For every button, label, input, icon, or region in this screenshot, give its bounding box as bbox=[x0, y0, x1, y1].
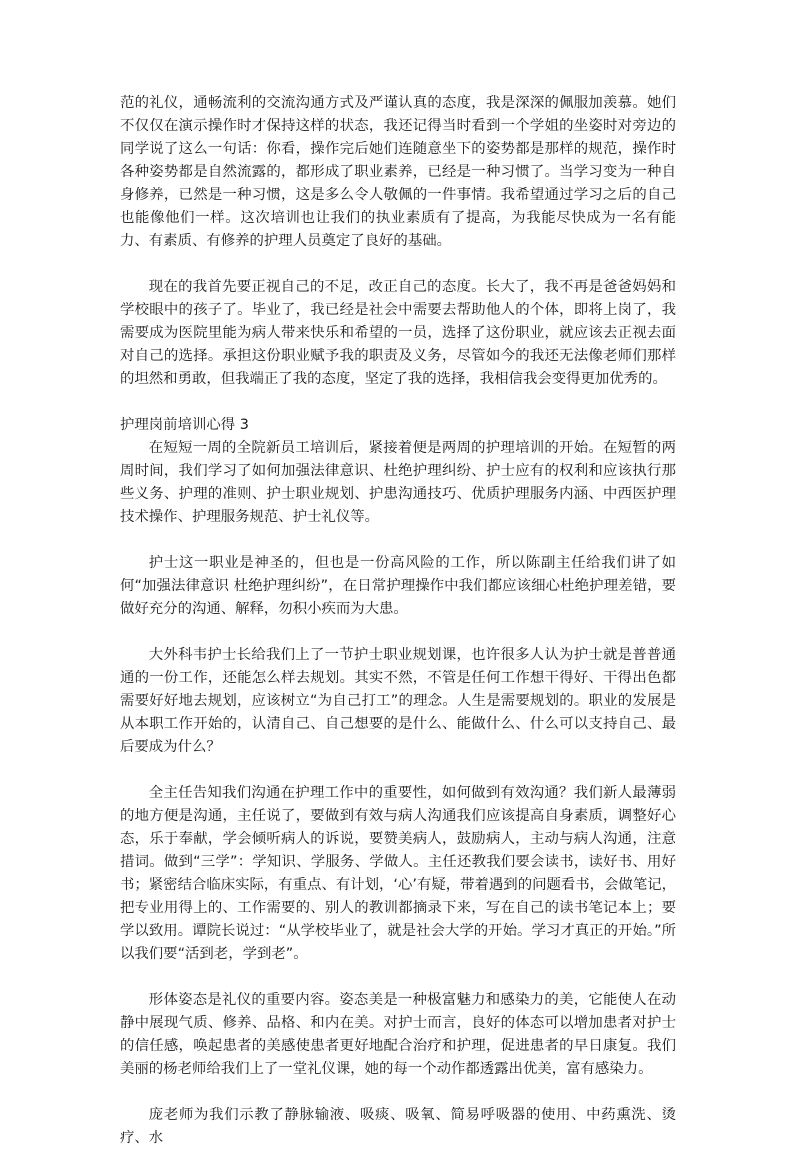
paragraph-etiquette: 形体姿态是礼仪的重要内容。姿态美是一种极富魅力和感染力的美，它能使人在动静中展现气质、修养、品格、和内在美。对护士而言，良好的体态可以增加患者对护士的信任感，唤起患者的美感使患者更好地配合治疗和护理，促进患者的早日康复。我们美丽的杨老师给我们上了一堂礼仪课，她的每一个动作都透露出优美，富有感染力。 bbox=[120, 992, 676, 1077]
paragraph-career-planning: 大外科韦护士长给我们上了一节护士职业规划课，也许很多人认为护士就是普普通通的一份工作，还能怎么样去规划。其实不然，不管是任何工作想干得好、干得出色都需要好好地去规划，应该树立“为自己打工”的理念。人生是需要规划的。职业的发展是从本职工作开始的，认清自己、自己想要的是什么、能做什么、什么可以支持自己、最后要成为什么？ bbox=[120, 647, 676, 755]
paragraph-skills-demo: 庞老师为我们示教了静脉输液、吸痰、吸氧、简易呼吸器的使用、中药熏洗、烫疗、水 bbox=[120, 1107, 676, 1146]
paragraph-intro: 范的礼仪，通畅流利的交流沟通方式及严谨认真的态度，我是深深的佩服加羡慕。她们不仅仅在演示操作时才保持这样的状态，我还记得当时看到一个学姐的坐姿时对旁边的同学说了这么一句话：你看，操作完后她们连随意坐下的姿势都是那样的规范，操作时各种姿势都是自然流露的，都形成了职业素养，已经是一种习惯了。当学习变为一种自身修养，已然是一种习惯，这是多么令人敬佩的一件事情。我希望通过学习之后的自己也能像他们一样。这次培训也让我们的执业素质有了提高，为我能尽快成为一名有能力、有素质、有修养的护理人员奠定了良好的基础。 bbox=[120, 95, 676, 249]
document-body bbox=[120, 92, 676, 1150]
paragraph-communication: 全主任告知我们沟通在护理工作中的重要性，如何做到有效沟通？我们新人最薄弱的地方便是沟通，主任说了，要做到有效与病人沟通我们应该提高自身素质，调整好心态，乐于奉献，学会倾听病人的诉说，要赞美病人，鼓励病人，主动与病人沟通，注意措词。做到“三学”：学知识、学服务、学做人。主任还教我们要会读书，读好书、用好书；紧密结合临床实际，有重点、有计划，‘心’有疑，带着遇到的问题看书，会做笔记，把专业用得上的、工作需要的、别人的教训都摘录下来，写在自己的读书笔记本上；要学以致用。谭院长说过：“从学校毕业了，就是社会大学的开始。学习才真正的开始。”所以我们要“活到老，学到老”。 bbox=[120, 785, 676, 962]
paragraph-training-overview: 在短短一周的全院新员工培训后，紧接着便是两周的护理培训的开始。在短暂的两周时间，我们学习了如何加强法律意识、杜绝护理纠纷、护士应有的权利和应该执行那些义务、护理的准则、护士职业规划、护患沟通技巧、优质护理服务内涵、中西医护理技术操作、护理服务规范、护士礼仪等。 bbox=[120, 440, 676, 525]
paragraph-legal-awareness: 护士这一职业是神圣的，但也是一份高风险的工作，所以陈副主任给我们讲了如何“加强法律意识 杜绝护理纠纷”，在日常护理操作中我们都应该细心杜绝护理差错，要做好充分的沟通、解释，勿积小疾而为大患。 bbox=[120, 555, 676, 617]
paragraph-self-reflection: 现在的我首先要正视自己的不足，改正自己的态度。长大了，我不再是爸爸妈妈和学校眼中的孩子了。毕业了，我已经是社会中需要去帮助他人的个体，即将上岗了，我需要成为医院里能为病人带来快乐和希望的一员，选择了这份职业，就应该去正视去面对自己的选择。承担这份职业赋予我的职责及义务，尽管如今的我还无法像老师们那样的坦然和勇敢，但我端正了我的态度，坚定了我的选择，我相信我会变得更加优秀的。 bbox=[120, 279, 676, 387]
section-title: 护理岗前培训心得 3 bbox=[120, 417, 249, 433]
